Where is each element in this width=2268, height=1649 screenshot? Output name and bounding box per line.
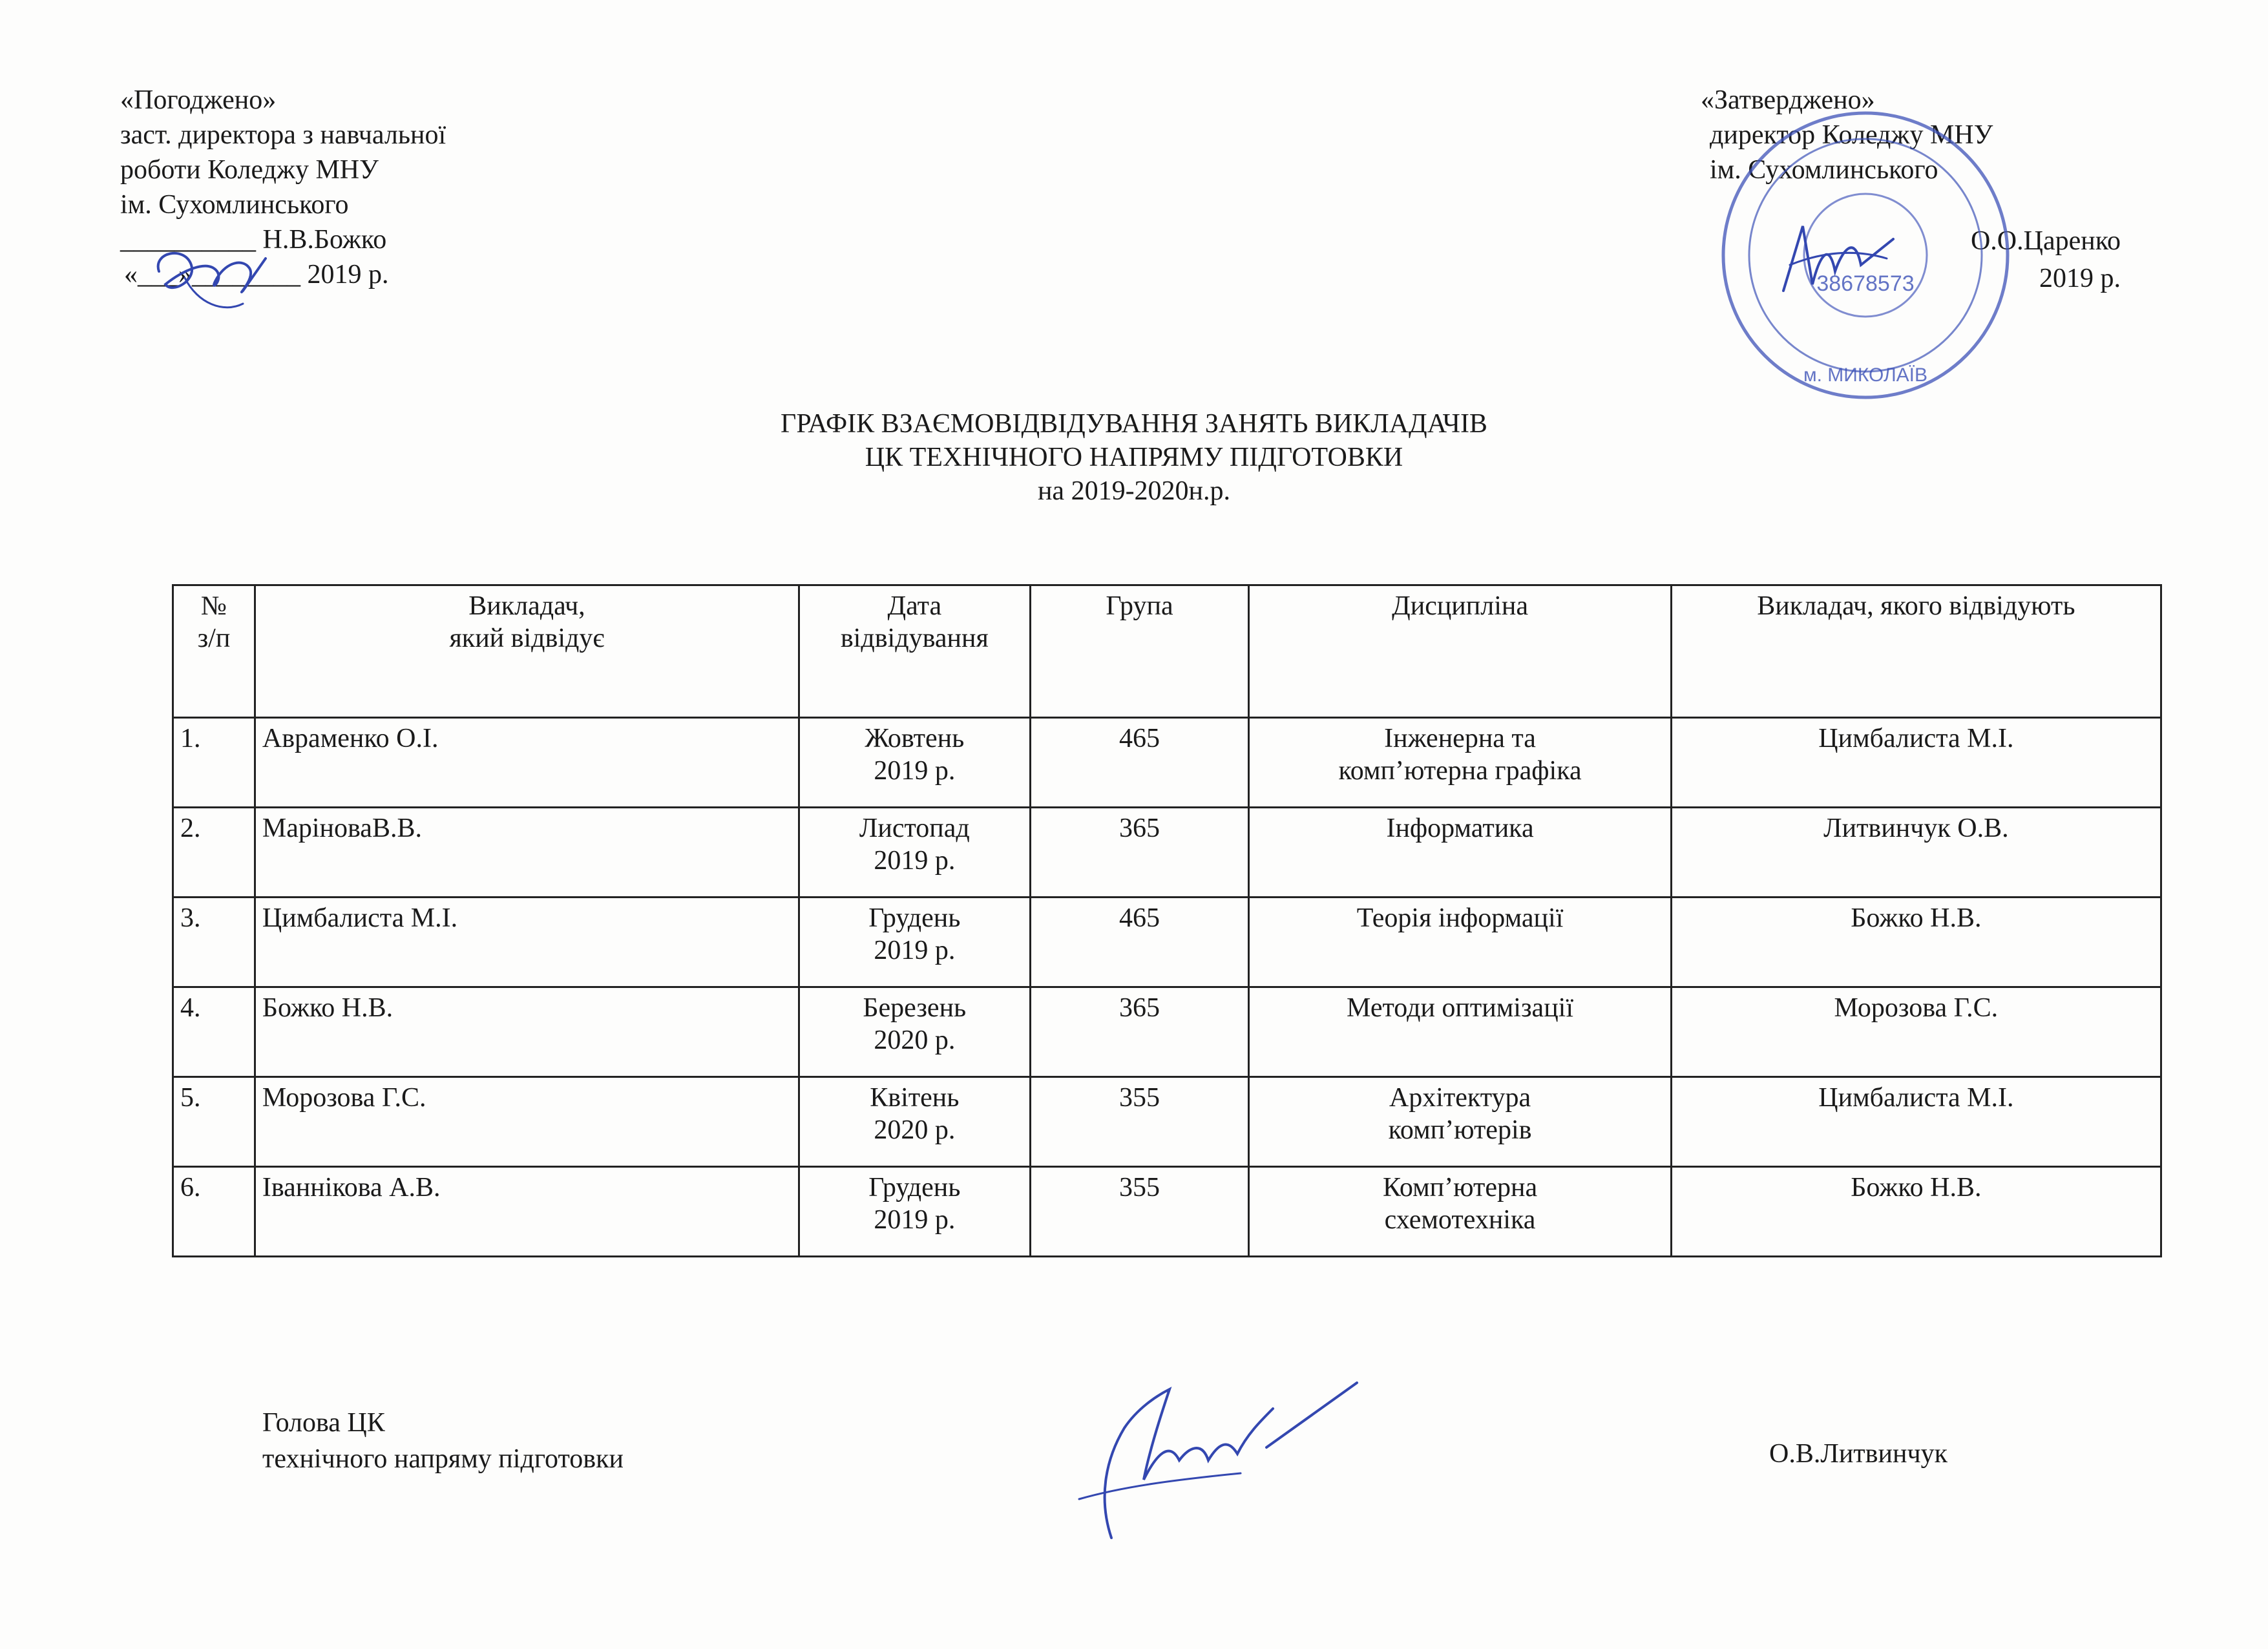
- cell-date-year: 2020 р.: [874, 1025, 956, 1055]
- schedule-table: [172, 584, 2162, 1257]
- cell-visited: Цимбалиста М.І.: [1671, 718, 2161, 808]
- cell-date-month: Грудень: [868, 1173, 961, 1203]
- approval-left-line3: ім. Сухомлинського: [120, 190, 349, 220]
- cell-num: 2.: [173, 808, 255, 898]
- cell-who: МаріноваВ.В.: [255, 808, 799, 898]
- cell-date-month: Листопад: [859, 814, 970, 843]
- cell-discipline: [1249, 987, 1671, 1077]
- cell-discipline-line1: Теорія інформації: [1356, 903, 1564, 933]
- approval-left-line1: заст. директора з навчальної: [120, 120, 446, 150]
- cell-who: Божко Н.В.: [255, 987, 799, 1077]
- cell-date-month: Березень: [863, 993, 967, 1023]
- header-num: [173, 585, 255, 718]
- header-date-line2: відвідування: [840, 624, 989, 653]
- cell-group: 355: [1030, 1077, 1249, 1167]
- header-num-line1: №: [200, 591, 227, 621]
- cell-discipline-line1: Методи оптимізації: [1347, 993, 1574, 1023]
- title-line3: на 2019-2020н.р.: [1037, 476, 1231, 506]
- cell-visited: Цимбалиста М.І.: [1671, 1077, 2161, 1167]
- cell-date-year: 2019 р.: [874, 846, 956, 876]
- cell-group: 465: [1030, 718, 1249, 808]
- signature-left: [146, 233, 275, 317]
- table-row: [173, 987, 2161, 1077]
- cell-who: Морозова Г.С.: [255, 1077, 799, 1167]
- cell-who: Іваннікова А.В.: [255, 1167, 799, 1257]
- header-who-line2: який відвідує: [449, 624, 605, 653]
- cell-discipline-line1: Інформатика: [1386, 814, 1534, 843]
- cell-visited: Божко Н.В.: [1671, 1167, 2161, 1257]
- header-discipline: Дисципліна: [1249, 585, 1671, 718]
- table-header-row: [173, 585, 2161, 718]
- table-row: [173, 718, 2161, 808]
- cell-date: [799, 1167, 1031, 1257]
- document-title: [0, 407, 2268, 508]
- approval-left-signature: __________ Н.В.Божко: [120, 225, 387, 255]
- cell-date-month: Жовтень: [865, 724, 965, 753]
- signature-bottom: [1073, 1370, 1370, 1544]
- cell-date-year: 2020 р.: [874, 1115, 956, 1145]
- cell-visited: Божко Н.В.: [1671, 898, 2161, 987]
- cell-date: [799, 808, 1031, 898]
- cell-date: [799, 898, 1031, 987]
- approval-right-heading: «Затверджено»: [1701, 85, 1875, 115]
- cell-visited: Литвинчук О.В.: [1671, 808, 2161, 898]
- cell-num: 4.: [173, 987, 255, 1077]
- cell-discipline: [1249, 1077, 1671, 1167]
- cell-date: [799, 987, 1031, 1077]
- cell-date: [799, 718, 1031, 808]
- header-who-line1: Викладач,: [468, 591, 585, 621]
- cell-who: Авраменко О.І.: [255, 718, 799, 808]
- cell-date-month: Квітень: [870, 1083, 960, 1113]
- footer-line2: технічного напряму підготовки: [262, 1444, 624, 1474]
- approval-left-line2: роботи Коледжу МНУ: [120, 155, 379, 185]
- cell-num: 6.: [173, 1167, 255, 1257]
- stamp-city: м. МИКОЛАЇВ: [1803, 364, 1928, 386]
- header-date-line1: Дата: [887, 591, 942, 621]
- header-visited: Викладач, якого відвідують: [1671, 585, 2161, 718]
- cell-discipline-line2: комп’ютерна графіка: [1338, 756, 1582, 786]
- cell-date: [799, 1077, 1031, 1167]
- table-row: [173, 898, 2161, 987]
- cell-group: 465: [1030, 898, 1249, 987]
- title-line2: ЦК ТЕХНІЧНОГО НАПРЯМУ ПІДГОТОВКИ: [865, 443, 1403, 472]
- cell-group: 365: [1030, 808, 1249, 898]
- cell-discipline: [1249, 808, 1671, 898]
- cell-date-month: Грудень: [868, 903, 961, 933]
- approval-right-date: 2019 р.: [2039, 264, 2121, 293]
- table-row: [173, 808, 2161, 898]
- footer-name: О.В.Литвинчук: [1769, 1439, 1948, 1469]
- cell-num: 1.: [173, 718, 255, 808]
- cell-num: 3.: [173, 898, 255, 987]
- cell-visited: Морозова Г.С.: [1671, 987, 2161, 1077]
- cell-discipline-line1: Інженерна та: [1384, 724, 1536, 753]
- cell-discipline: [1249, 1167, 1671, 1257]
- header-num-line2: з/п: [197, 624, 231, 653]
- cell-discipline-line1: Архітектура: [1389, 1083, 1531, 1113]
- cell-discipline: [1249, 718, 1671, 808]
- approval-right-line1: директор Коледжу МНУ: [1710, 120, 1993, 150]
- cell-date-year: 2019 р.: [874, 936, 956, 965]
- table-row: [173, 1077, 2161, 1167]
- footer-signatory: [262, 1405, 624, 1477]
- header-who: [255, 585, 799, 718]
- cell-date-year: 2019 р.: [874, 756, 956, 786]
- cell-group: 355: [1030, 1167, 1249, 1257]
- table-row: [173, 1167, 2161, 1257]
- signature-right: [1764, 213, 1906, 317]
- cell-num: 5.: [173, 1077, 255, 1167]
- cell-date-year: 2019 р.: [874, 1205, 956, 1235]
- approval-left-heading: «Погоджено»: [120, 85, 277, 115]
- cell-discipline-line1: Комп’ютерна: [1382, 1173, 1538, 1203]
- cell-who: Цимбалиста М.І.: [255, 898, 799, 987]
- approval-left-date: «___»________ 2019 р.: [124, 260, 389, 289]
- header-group: Група: [1030, 585, 1249, 718]
- approval-right-line2: ім. Сухомлинського: [1710, 155, 1938, 185]
- cell-group: 365: [1030, 987, 1249, 1077]
- header-date: [799, 585, 1031, 718]
- cell-discipline: [1249, 898, 1671, 987]
- title-line1: ГРАФІК ВЗАЄМОВІДВІДУВАННЯ ЗАНЯТЬ ВИКЛАДАЧІВ: [781, 409, 1487, 439]
- approval-right-signature: О.О.Царенко: [1970, 226, 2121, 256]
- stamp-code: 38678573: [1816, 271, 1915, 296]
- cell-discipline-line2: схемотехніка: [1384, 1205, 1536, 1235]
- footer-line1: Голова ЦК: [262, 1408, 385, 1438]
- cell-discipline-line2: комп’ютерів: [1388, 1115, 1532, 1145]
